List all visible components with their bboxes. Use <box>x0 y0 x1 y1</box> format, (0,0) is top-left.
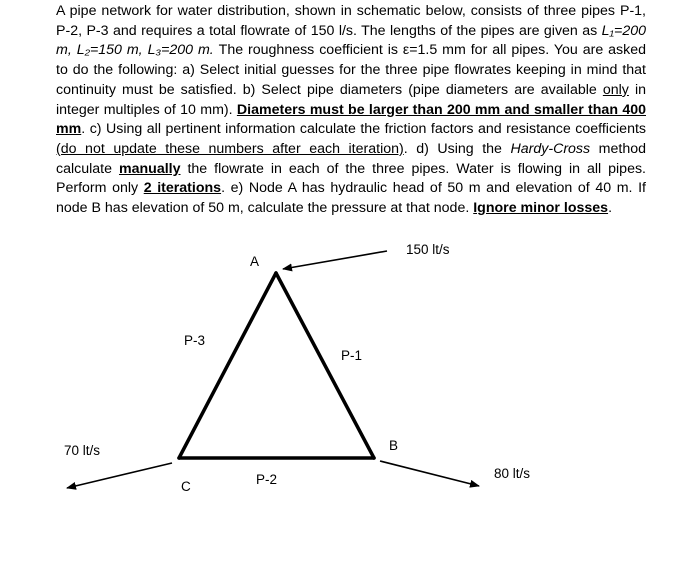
length-l3: L₃=200 m. <box>147 42 219 59</box>
integer-text: in integer multiples of 10 mm). <box>56 81 647 118</box>
do-not-update-note: (do not update these numbers after each iteration) <box>56 140 404 157</box>
flow-in-label: 150 lt/s <box>406 242 450 257</box>
part-a-text: a) Select initial guesses for the three pipe flowrates keeping in mind that continuity must be satisfied. b) Select pipe diameters (pipe diameters are available <box>56 62 646 98</box>
flow-text: the flowrate in each of the three pipes. Water is flowing in all pipes. Perform only <box>56 160 646 197</box>
pipe-p1-label: P-1 <box>341 348 363 363</box>
node-b-label: B <box>389 438 399 453</box>
pipe-p3-line <box>179 273 276 458</box>
two-iterations-emphasis: 2 iterations <box>143 180 222 197</box>
pipe-p3-label: P-3 <box>184 333 206 348</box>
roughness-text: The roughness coefficient is ε=1.5 mm for all pipes. You are asked to do the following: <box>56 42 647 79</box>
period-2: . <box>608 200 613 217</box>
period-1: . <box>81 121 86 138</box>
flow-out-c-label: 70 lt/s <box>64 443 101 458</box>
manually-emphasis: manually <box>118 160 181 177</box>
diameter-constraint: Diameters must be larger than 200 mm and smaller than 400 mm <box>56 101 646 138</box>
method-text: method calculate <box>56 140 646 177</box>
inflow-arrow-a <box>283 251 387 269</box>
part-d-text: . d) Using the <box>403 140 511 157</box>
length-l2: L₂=150 m, <box>76 42 148 59</box>
pipe-p1-line <box>276 273 374 458</box>
pipe-p2-label: P-2 <box>256 472 278 487</box>
outflow-arrow-c <box>67 463 172 488</box>
hardy-cross-term: Hardy-Cross <box>510 140 591 157</box>
length-l1: L₁=200 m, <box>56 22 646 59</box>
outflow-arrow-b <box>380 461 479 486</box>
part-c-text: c) Using all pertinent information calculate the friction factors and resistance coefficients <box>85 121 646 138</box>
only-emphasis: only <box>602 81 629 98</box>
node-c-label: C <box>181 479 191 494</box>
flow-out-b-label: 80 lt/s <box>494 466 531 481</box>
node-a-label: A <box>250 254 260 269</box>
intro-text: A pipe network for water distribution, shown in schematic below, consists of three pipes P-1, P-2, P-3 and requires a total flowrate of 150 l/s. The lengths of the pipes are given as <box>56 3 646 39</box>
part-e-text: . e) Node A has hydraulic head of 50 m and elevation of 40 m. If node B has elevation of 50 m, calculate the pressure at that node. <box>56 180 646 217</box>
ignore-minor-losses: Ignore minor losses <box>473 200 609 217</box>
